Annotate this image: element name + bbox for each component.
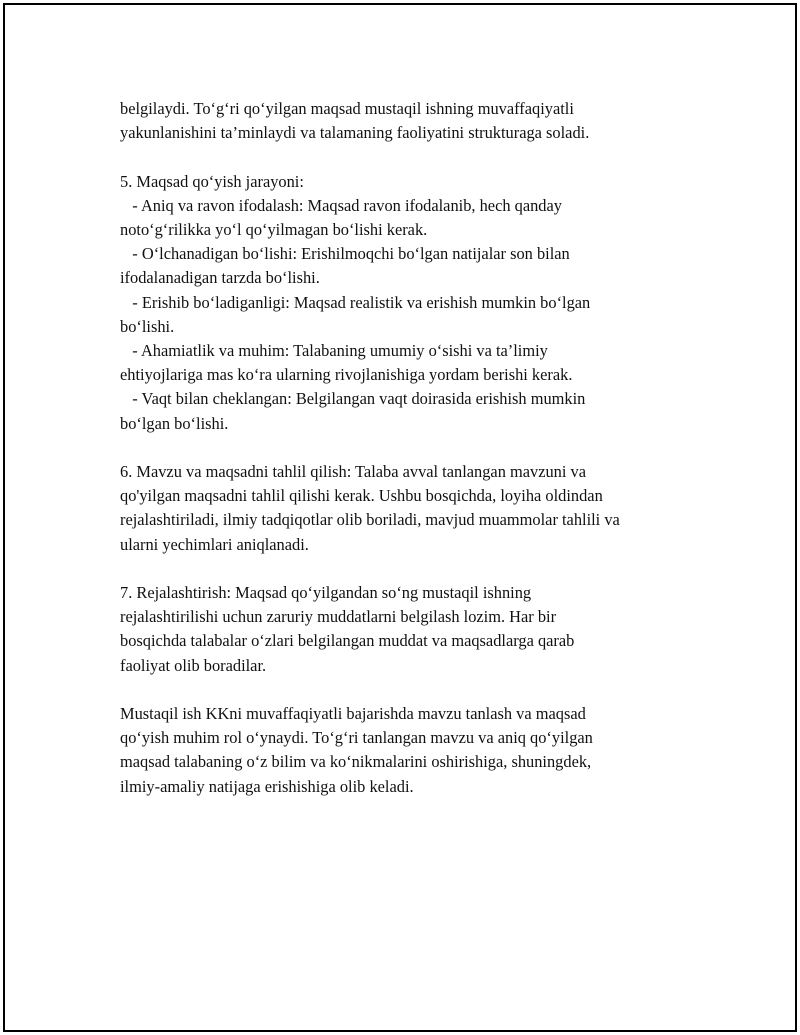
text-line: - O‘lchanadigan bo‘lishi: Erishilmoqchi bo‘lgan natijalar son bilan xyxy=(120,244,570,264)
text-line: - Erishib bo‘ladiganligi: Maqsad realistik va erishish mumkin bo‘lgan xyxy=(120,292,591,312)
paragraph-gap xyxy=(120,145,700,169)
section-heading: 5. Maqsad qo‘yish jarayoni: xyxy=(120,171,304,191)
paragraph-gap xyxy=(120,436,700,460)
text-line: bo‘lishi. xyxy=(120,316,175,336)
text-line: qo'yilgan maqsadni tahlil qilishi kerak. Ushbu bosqichda, loyiha oldindan xyxy=(120,486,603,506)
text-line: ularni yechimlari aniqlanadi. xyxy=(120,534,309,554)
text-line: rejalashtirilishi uchun zaruriy muddatlarni belgilash lozim. Har bir xyxy=(120,607,557,627)
paragraph-gap xyxy=(120,678,700,702)
text-line: bosqichda talabalar o‘zlari belgilangan muddat va maqsadlarga qarab xyxy=(120,631,575,651)
text-line: ilmiy-amaliy natijaga erishishiga olib keladi. xyxy=(120,776,414,796)
text-line: maqsad talabaning o‘z bilim va ko‘nikmalarini oshirishiga, shuningdek, xyxy=(120,752,592,772)
document-body xyxy=(120,97,700,799)
text-line: qo‘yish muhim rol o‘ynaydi. To‘g‘ri tanlangan mavzu va aniq qo‘yilgan xyxy=(120,728,593,748)
text-line: rejalashtiriladi, ilmiy tadqiqotlar olib boriladi, mavjud muammolar tahlili va xyxy=(120,510,620,530)
text-line: yakunlanishini ta’minlaydi va talamaning faoliyatini strukturaga soladi. xyxy=(120,123,590,143)
text-line: ifodalanadigan tarzda bo‘lishi. xyxy=(120,268,320,288)
text-line: - Vaqt bilan cheklangan: Belgilangan vaqt doirasida erishish mumkin xyxy=(120,389,586,409)
text-line: faoliyat olib boradilar. xyxy=(120,655,267,675)
text-line: belgilaydi. To‘g‘ri qo‘yilgan maqsad mustaqil ishning muvaffaqiyatli xyxy=(120,99,574,118)
text-line: Mustaqil ish KKni muvaffaqiyatli bajarishda mavzu tanlash va maqsad xyxy=(120,704,586,724)
paragraph-gap xyxy=(120,557,700,581)
text-line: 7. Rejalashtirish: Maqsad qo‘yilgandan so‘ng mustaqil ishning xyxy=(120,583,532,603)
document-page xyxy=(3,3,797,1032)
text-line: - Aniq va ravon ifodalash: Maqsad ravon ifodalanib, hech qanday xyxy=(120,195,562,215)
text-line: ehtiyojlariga mas ko‘ra ularning rivojlanishiga yordam berishi kerak. xyxy=(120,365,573,385)
text-line: noto‘g‘rilikka yo‘l qo‘yilmagan bo‘lishi kerak. xyxy=(120,220,428,239)
text-line: 6. Mavzu va maqsadni tahlil qilish: Talaba avval tanlangan mavzuni va xyxy=(120,462,587,482)
text-line: bo‘lgan bo‘lishi. xyxy=(120,413,229,433)
text-line: - Ahamiatlik va muhim: Talabaning umumiy o‘sishi va ta’limiy xyxy=(120,341,548,361)
